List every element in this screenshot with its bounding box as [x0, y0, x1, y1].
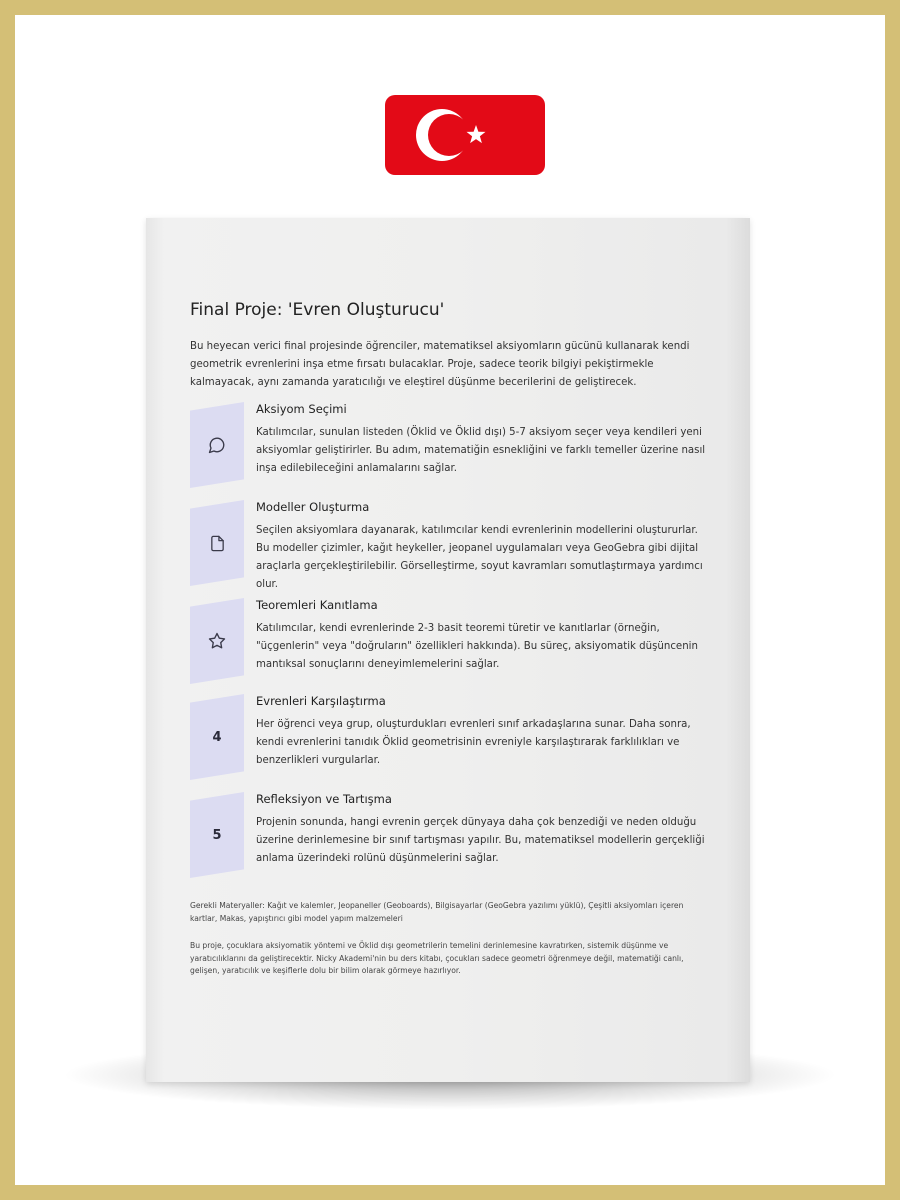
star-icon: [208, 632, 226, 650]
step-number: 4: [212, 729, 222, 745]
turkish-flag-icon: [385, 95, 545, 175]
step-description: Katılımcılar, kendi evrenlerinde 2-3 basit teoremi türetir ve kanıtlarlar (örneğin, "üçgenlerin" veya "doğruların" özellikleri hakkında). Bu süreç, aksiyomatik düşüncenin mantıksal sonuçlarını deneyimlemelerini sağlar.: [256, 623, 698, 670]
intro-paragraph: Bu heyecan verici final projesinde öğrenciler, matematiksel aksiyomların gücünü kullanarak kendi geometrik evrenlerini inşa etme fırsatı bulacaklar. Proje, sadece teorik bilgiyi pekiştirmekle kalmayacak, aynı zamanda yaratıcılığı ve eleştirel düşünme becerilerini de geliştirecek.: [190, 341, 690, 388]
step-item: [190, 792, 710, 882]
step-item: [190, 402, 710, 492]
step-title: Teoremleri Kanıtlama: [256, 598, 378, 612]
step-title: Modeller Oluşturma: [256, 500, 370, 514]
step-item: [190, 694, 710, 784]
document-page: [146, 218, 750, 1082]
step-description: Her öğrenci veya grup, oluşturdukları evrenleri sınıf arkadaşlarına sunar. Daha sonra, kendi evrenlerini tanıdık Öklid geometrisinin evreniyle karşılaştırarak farklılıkları ve benzerlikleri vurgularlar.: [256, 719, 691, 766]
step-title: Evrenleri Karşılaştırma: [256, 694, 386, 708]
page-title: Final Proje: 'Evren Oluşturucu': [190, 300, 445, 320]
step-item: [190, 598, 710, 688]
step-item: [190, 500, 710, 590]
step-title: Aksiyom Seçimi: [256, 402, 347, 416]
step-title: Refleksiyon ve Tartışma: [256, 792, 392, 806]
step-description: Projenin sonunda, hangi evrenin gerçek dünyaya daha çok benzediği ve neden olduğu üzerine derinlemesine bir sınıf tartışması yapılır. Bu, matematiksel modellerin gerçekliği anlama üzerindeki rolünü düşünmelerini sağlar.: [256, 817, 705, 864]
step-description: Seçilen aksiyomlara dayanarak, katılımcılar kendi evrenlerinin modellerini oluştururlar. Bu modeller çizimler, kağıt heykeller, jeopanel uygulamaları veya GeoGebra gibi dijital araçlarla gerçekleştirilebilir. Görselleştirme, soyut kavramları somutlaştırmaya yardımcı olur.: [256, 525, 703, 590]
step-description: Katılımcılar, sunulan listeden (Öklid ve Öklid dışı) 5-7 aksiyom seçer veya kendileri yeni aksiyomlar geliştirirler. Bu adım, matematiğin esnekliğini ve farklı temeller üzerine nasıl inşa edilebileceğini anlamalarını sağlar.: [256, 427, 706, 474]
materials-note: Gerekli Materyaller: Kağıt ve kalemler, Jeopaneller (Geoboards), Bilgisayarlar (GeoGebra yazılımı yüklü), Çeşitli aksiyomları içeren kartlar, Makas, yapıştırıcı gibi model yapım malzemeleri: [190, 901, 684, 923]
step-number: 5: [212, 827, 222, 843]
closing-paragraph: Bu proje, çocuklara aksiyomatik yöntemi ve Öklid dışı geometrilerin temelini derinlemesine kavratırken, sistemik düşünme ve yaratıcılıklarını da geliştirecektir. Nicky Akademi'nin bu ders kitabı, çocukları sadece geometri öğrenmeye değil, matematiği canlı, gelişen, yaratıcılık ve keşiflerle dolu bir bilim olarak görmeye hazırlıyor.: [190, 941, 684, 975]
speech-bubble-icon: [208, 436, 226, 454]
document-icon: [209, 535, 226, 552]
